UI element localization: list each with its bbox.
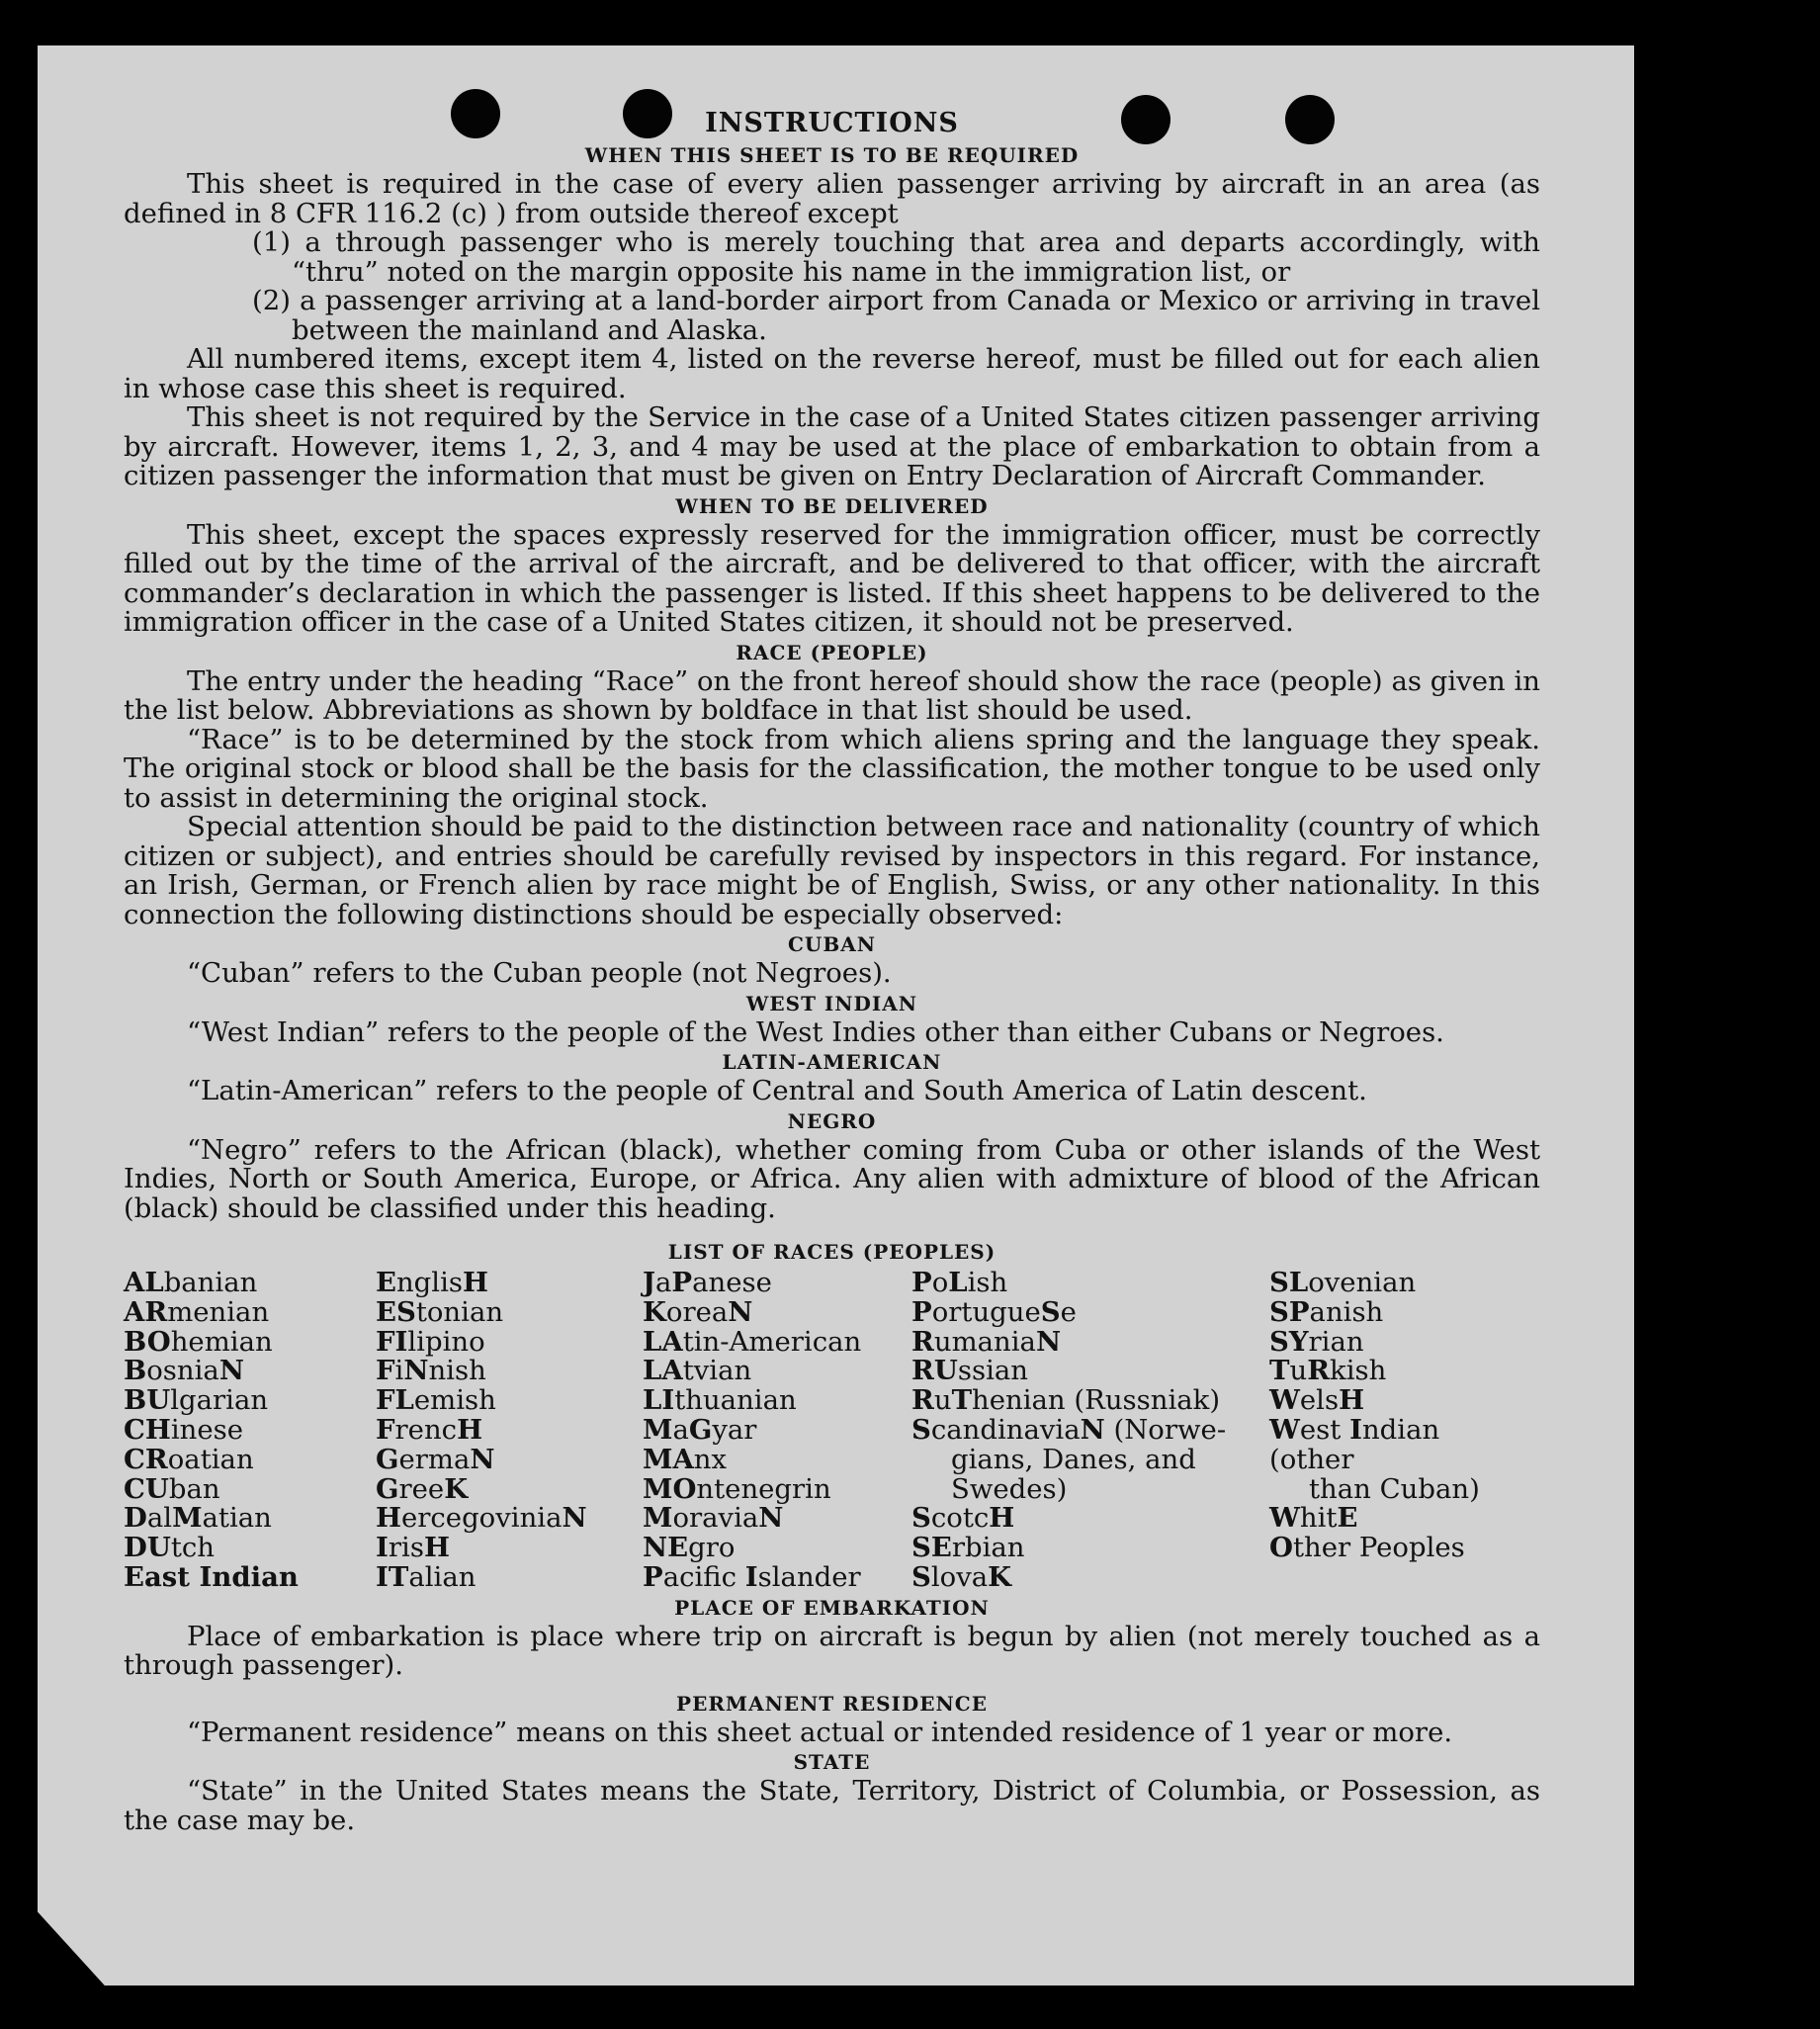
race-name-part: thuanian xyxy=(674,1384,797,1417)
page-title: INSTRUCTIONS xyxy=(705,108,959,138)
race-name-part: oatian xyxy=(167,1443,254,1475)
race-abbrev-part: P xyxy=(911,1267,932,1298)
race-entry xyxy=(376,1534,643,1563)
race-name-part: est xyxy=(1299,1413,1350,1446)
race-name-part: kish xyxy=(1330,1355,1387,1387)
race-name-part: renc xyxy=(394,1413,458,1446)
race-name-part: anese xyxy=(692,1267,772,1298)
race-name-part: henian (Russniak) xyxy=(972,1384,1221,1417)
section-heading: WEST INDIAN xyxy=(745,991,918,1015)
section-heading: LATIN-AMERICAN xyxy=(722,1050,942,1074)
race-name-part: cotc xyxy=(930,1502,990,1535)
race-entry xyxy=(643,1295,911,1328)
race-name-part: ris xyxy=(388,1532,424,1564)
paragraph: This sheet is required in the case of every alien passenger arriving by aircraft in an area (as defined in 8 CFR 116.2 (c) ) from outside thereof except xyxy=(124,168,1540,229)
race-name-part: ssian xyxy=(957,1355,1028,1387)
race-abbrev-part: K xyxy=(643,1295,666,1328)
race-name-part: u xyxy=(1289,1355,1308,1387)
race-entry xyxy=(643,1325,911,1358)
race-name-part: u xyxy=(933,1384,952,1417)
race-name-part: lgarian xyxy=(170,1384,269,1417)
race-column xyxy=(124,1269,376,1593)
race-abbrev-part: IT xyxy=(376,1560,409,1593)
definition: “Negro” refers to the African (black), whether coming from Cuba or other islands of the West Indies, North or South America, Europe, or Africa. Any alien with admixture of blood of the African (black) should be classified under this heading. xyxy=(124,1133,1540,1224)
race-abbrev-part: S xyxy=(911,1502,931,1535)
race-name-part: inese xyxy=(170,1413,244,1446)
race-name-part: (Norwe- xyxy=(1104,1413,1227,1446)
race-abbrev-part: CU xyxy=(124,1472,169,1505)
race-name-part: i xyxy=(394,1355,404,1387)
race-name-part: ther Peoples xyxy=(1292,1532,1465,1564)
race-entry xyxy=(124,1560,376,1593)
race-entry xyxy=(376,1472,643,1505)
race-entry-continuation: gians, Danes, and Swedes) xyxy=(951,1443,1196,1505)
paragraph: “Race” is to be determined by the stock from which aliens spring and the language they speak. The original stock or blood shall be the basis for the classification, the mother tongue to be used only to assist in determining the original stock. xyxy=(124,723,1540,814)
race-name-part: els xyxy=(1299,1384,1340,1417)
section-heading: PLACE OF EMBARKATION xyxy=(674,1595,990,1620)
race-entry xyxy=(1269,1325,1517,1358)
race-abbrev-part: K xyxy=(988,1560,1012,1593)
race-name-part: a xyxy=(672,1413,689,1446)
race-abbrev-part: E xyxy=(376,1267,396,1298)
race-abbrev-part: SL xyxy=(1269,1267,1309,1298)
race-name-part: banian xyxy=(163,1267,258,1298)
race-abbrev-part: O xyxy=(1269,1532,1293,1564)
race-entry xyxy=(1269,1413,1517,1505)
race-entry xyxy=(911,1504,1269,1534)
race-entry xyxy=(124,1295,376,1328)
race-abbrev-part: P xyxy=(643,1560,663,1593)
race-abbrev-part: H xyxy=(463,1267,488,1298)
race-entry xyxy=(911,1560,1269,1593)
race-abbrev-part: N xyxy=(1080,1413,1105,1446)
race-entry xyxy=(1269,1295,1517,1328)
section-heading: WHEN TO BE DELIVERED xyxy=(675,493,989,518)
race-entry xyxy=(376,1357,643,1386)
race-abbrev-part: N xyxy=(403,1355,429,1387)
race-abbrev-part: LA xyxy=(643,1355,683,1387)
race-abbrev-part: H xyxy=(457,1413,483,1446)
race-abbrev-part: M xyxy=(643,1413,673,1446)
race-entry xyxy=(643,1472,911,1505)
race-name-part: osnia xyxy=(146,1355,219,1387)
race-name-part: ortugue xyxy=(931,1295,1041,1328)
race-abbrev-part: S xyxy=(1040,1295,1061,1328)
race-abbrev-part: B xyxy=(124,1355,147,1387)
race-name-part: ercegovinia xyxy=(400,1502,563,1535)
race-abbrev-part: R xyxy=(1307,1355,1331,1387)
race-name-part: lova xyxy=(930,1560,989,1593)
race-name-part: rian xyxy=(1308,1325,1364,1358)
race-name-part: orea xyxy=(665,1295,729,1328)
race-abbrev-part: MA xyxy=(643,1443,694,1475)
race-name-part: tvian xyxy=(682,1355,752,1387)
race-entry xyxy=(1269,1269,1517,1298)
definition: “Permanent residence” means on this sheet actual or intended residence of 1 year or more. xyxy=(187,1716,1453,1748)
race-entry xyxy=(643,1386,911,1416)
race-name-part: slander xyxy=(757,1560,861,1593)
paragraph: All numbered items, except item 4, listed on the reverse hereof, must be filled out for each alien in whose case this sheet is required. xyxy=(124,343,1540,404)
race-abbrev-part: NE xyxy=(643,1532,689,1564)
race-name-part: candinavia xyxy=(930,1413,1081,1446)
race-entry xyxy=(643,1357,911,1386)
race-abbrev-part: CH xyxy=(124,1413,171,1446)
race-abbrev-part: MO xyxy=(643,1472,697,1505)
race-abbrev-part: East Indian xyxy=(124,1560,299,1593)
section-heading: RACE (PEOPLE) xyxy=(736,640,928,664)
race-abbrev-part: T xyxy=(951,1384,973,1417)
section-heading: PERMANENT RESIDENCE xyxy=(676,1691,988,1716)
race-name-part: alian xyxy=(408,1560,477,1593)
race-entry xyxy=(376,1325,643,1358)
race-name-part: ish xyxy=(967,1267,1008,1298)
race-entry xyxy=(911,1413,1269,1505)
race-entry xyxy=(1269,1357,1517,1386)
list-item: (2) a passenger arriving at a land-border airport from Canada or Mexico or arriving in travel between the mainland and Alaska. xyxy=(252,285,1540,346)
race-abbrev-part: S xyxy=(911,1560,931,1593)
race-name-part: acific xyxy=(662,1560,745,1593)
race-entry xyxy=(124,1443,376,1475)
race-entry xyxy=(376,1443,643,1475)
race-entry xyxy=(643,1269,911,1298)
paragraph: This sheet, except the spaces expressly reserved for the immigration officer, must be correctly filled out by the time of the arrival of the aircraft, and be delivered to that officer, with the aircraft commander’s declaration in which the passenger is listed. If this sheet happens to be delivered to the immigration officer in the case of a United States citizen, it should not be preserved. xyxy=(124,518,1540,638)
race-name-part: erma xyxy=(398,1443,471,1475)
race-entry xyxy=(376,1413,643,1446)
race-column xyxy=(643,1269,911,1593)
race-entry xyxy=(124,1325,376,1358)
race-abbrev-part: LI xyxy=(643,1384,675,1417)
race-name-part: al xyxy=(146,1502,173,1535)
race-abbrev-part: G xyxy=(376,1472,399,1505)
race-abbrev-part: CR xyxy=(124,1443,168,1475)
race-abbrev-part: H xyxy=(989,1502,1015,1535)
race-entry xyxy=(643,1443,911,1475)
race-abbrev-part: H xyxy=(1339,1384,1365,1417)
race-abbrev-part: ES xyxy=(376,1295,416,1328)
race-entry xyxy=(124,1534,376,1563)
race-abbrev-part: SE xyxy=(911,1532,952,1564)
race-entry xyxy=(643,1504,911,1534)
race-entry xyxy=(376,1269,643,1298)
race-entry xyxy=(911,1386,1269,1416)
race-entry xyxy=(643,1534,911,1563)
race-entry xyxy=(911,1534,1269,1563)
race-entry xyxy=(643,1560,911,1593)
race-entry xyxy=(124,1386,376,1416)
paragraph: This sheet is not required by the Service in the case of a United States citizen passenger arriving by aircraft. However, items 1, 2, 3, and 4 may be used at the place of embarkation to obtain from a citizen passenger the information that must be given on Entry Declaration of Aircraft Commander. xyxy=(124,401,1540,491)
paragraph: The entry under the heading “Race” on the front hereof should show the race (people) as given in the list below. Abbreviations as shown by boldface in that list should be used. xyxy=(124,664,1540,726)
race-name-part: nx xyxy=(693,1443,728,1475)
race-abbrev-part: P xyxy=(671,1267,693,1298)
race-entry xyxy=(911,1295,1269,1328)
race-entry xyxy=(911,1357,1269,1386)
section-heading: LIST OF RACES (PEOPLES) xyxy=(667,1240,997,1264)
race-abbrev-part: W xyxy=(1269,1413,1300,1446)
race-abbrev-part: AR xyxy=(124,1295,168,1328)
race-name-part: rbian xyxy=(951,1532,1025,1564)
race-name-part: menian xyxy=(167,1295,270,1328)
race-abbrev-part: F xyxy=(376,1355,395,1387)
definition: Place of embarkation is place where trip on aircraft is begun by alien (not merely touched as a through passenger). xyxy=(124,1620,1540,1682)
race-entry xyxy=(124,1357,376,1386)
race-entry xyxy=(124,1472,376,1505)
race-name-part: yar xyxy=(712,1413,757,1446)
race-name-part: emish xyxy=(413,1384,496,1417)
race-entry xyxy=(911,1325,1269,1358)
race-abbrev-part: SY xyxy=(1269,1325,1309,1358)
race-entry xyxy=(124,1504,376,1534)
race-entry xyxy=(124,1413,376,1446)
race-entry xyxy=(643,1413,911,1446)
definition: “Latin-American” refers to the people of Central and South America of Latin descent. xyxy=(187,1075,1367,1106)
race-abbrev-part: N xyxy=(1035,1325,1062,1358)
race-name-part: nish xyxy=(428,1355,486,1387)
race-abbrev-part: M xyxy=(172,1502,203,1535)
race-abbrev-part: W xyxy=(1269,1502,1300,1535)
race-abbrev-part: D xyxy=(124,1502,147,1535)
race-abbrev-part: E xyxy=(1337,1502,1358,1535)
race-abbrev-part: K xyxy=(444,1472,469,1505)
race-abbrev-part: N xyxy=(470,1443,495,1475)
race-list xyxy=(124,1269,1540,1593)
race-entry xyxy=(376,1295,643,1328)
race-entry xyxy=(376,1560,643,1593)
race-name-part: hit xyxy=(1299,1502,1338,1535)
race-name-part: ban xyxy=(168,1472,220,1505)
race-entry xyxy=(1269,1534,1517,1563)
definition: “West Indian” refers to the people of the West Indies other than either Cubans or Negroes. xyxy=(187,1015,1444,1048)
race-name-part: a xyxy=(655,1267,672,1298)
definition: “Cuban” refers to the Cuban people (not Negroes). xyxy=(187,957,892,989)
race-abbrev-part: L xyxy=(948,1267,968,1298)
race-abbrev-part: I xyxy=(1349,1413,1362,1446)
race-name-part: tonian xyxy=(415,1295,504,1328)
race-abbrev-part: I xyxy=(376,1532,389,1564)
race-name-part: ovenian xyxy=(1308,1267,1417,1298)
race-abbrev-part: DU xyxy=(124,1532,171,1564)
race-name-part: nglis xyxy=(395,1267,463,1298)
race-name-part: umania xyxy=(933,1325,1036,1358)
race-column xyxy=(376,1269,643,1593)
race-entry-continuation: than Cuban) xyxy=(1309,1472,1480,1505)
section-heading: NEGRO xyxy=(787,1108,877,1133)
race-abbrev-part: FL xyxy=(376,1384,414,1417)
race-column xyxy=(911,1269,1269,1593)
race-abbrev-part: P xyxy=(911,1295,932,1328)
race-abbrev-part: M xyxy=(643,1502,673,1535)
race-name-part: anish xyxy=(1309,1295,1384,1328)
race-abbrev-part: R xyxy=(911,1384,934,1417)
list-item: (1) a through passenger who is merely touching that area and departs accordingly, with “thru” noted on the margin opposite his name in the immigration list, or xyxy=(252,226,1540,288)
race-abbrev-part: RU xyxy=(911,1355,958,1387)
race-name-part: e xyxy=(1060,1295,1077,1328)
section-heading: STATE xyxy=(793,1750,871,1775)
race-abbrev-part: H xyxy=(423,1532,450,1564)
instructions-content xyxy=(124,107,1540,1835)
race-name-part: o xyxy=(931,1267,949,1298)
race-name-part: hemian xyxy=(170,1325,273,1358)
race-name-part: oravia xyxy=(672,1502,759,1535)
paragraph: Special attention should be paid to the distinction between race and nationality (country of which citizen or subject), and entries should be carefully revised by inspectors in this regard. For instance, an Irish, German, or French alien by race might be of English, Swiss, or any other nationality. In this connection the following distinctions should be especially observed: xyxy=(124,811,1540,930)
race-abbrev-part: AL xyxy=(124,1267,164,1298)
race-name-part: tch xyxy=(170,1532,216,1564)
race-abbrev-part: SP xyxy=(1269,1295,1310,1328)
race-abbrev-part: R xyxy=(911,1325,934,1358)
race-abbrev-part: T xyxy=(1269,1355,1290,1387)
race-entry xyxy=(1269,1504,1517,1534)
race-abbrev-part: N xyxy=(218,1355,244,1387)
race-abbrev-part: LA xyxy=(643,1325,683,1358)
race-abbrev-part: N xyxy=(758,1502,784,1535)
race-abbrev-part: N xyxy=(728,1295,753,1328)
race-abbrev-part: G xyxy=(688,1413,713,1446)
race-name-part: ntenegrin xyxy=(696,1472,831,1505)
race-abbrev-part: H xyxy=(376,1502,401,1535)
race-abbrev-part: N xyxy=(562,1502,587,1535)
race-entry xyxy=(376,1504,643,1534)
race-name-part: lipino xyxy=(407,1325,485,1358)
race-name-part: tin-American xyxy=(682,1325,862,1358)
race-abbrev-part: I xyxy=(744,1560,758,1593)
race-entry xyxy=(376,1386,643,1416)
race-name-part: gro xyxy=(688,1532,736,1564)
race-entry xyxy=(911,1269,1269,1298)
race-abbrev-part: F xyxy=(376,1413,395,1446)
section-heading: CUBAN xyxy=(787,932,877,956)
race-abbrev-part: J xyxy=(643,1267,656,1298)
race-abbrev-part: G xyxy=(376,1443,399,1475)
race-abbrev-part: BU xyxy=(124,1384,171,1417)
definition: “State” in the United States means the State, Territory, District of Columbia, or Possession, as the case may be. xyxy=(124,1775,1540,1836)
race-entry xyxy=(124,1269,376,1298)
section-heading: WHEN THIS SHEET IS TO BE REQUIRED xyxy=(584,143,1080,167)
race-name-part: ndian (other xyxy=(1269,1413,1440,1475)
race-abbrev-part: FI xyxy=(376,1325,408,1358)
race-column xyxy=(1269,1269,1517,1593)
race-abbrev-part: W xyxy=(1269,1384,1300,1417)
race-name-part: atian xyxy=(202,1502,272,1535)
race-name-part: ree xyxy=(398,1472,445,1505)
race-entry xyxy=(1269,1386,1517,1416)
race-abbrev-part: BO xyxy=(124,1325,171,1358)
race-abbrev-part: S xyxy=(911,1413,931,1446)
